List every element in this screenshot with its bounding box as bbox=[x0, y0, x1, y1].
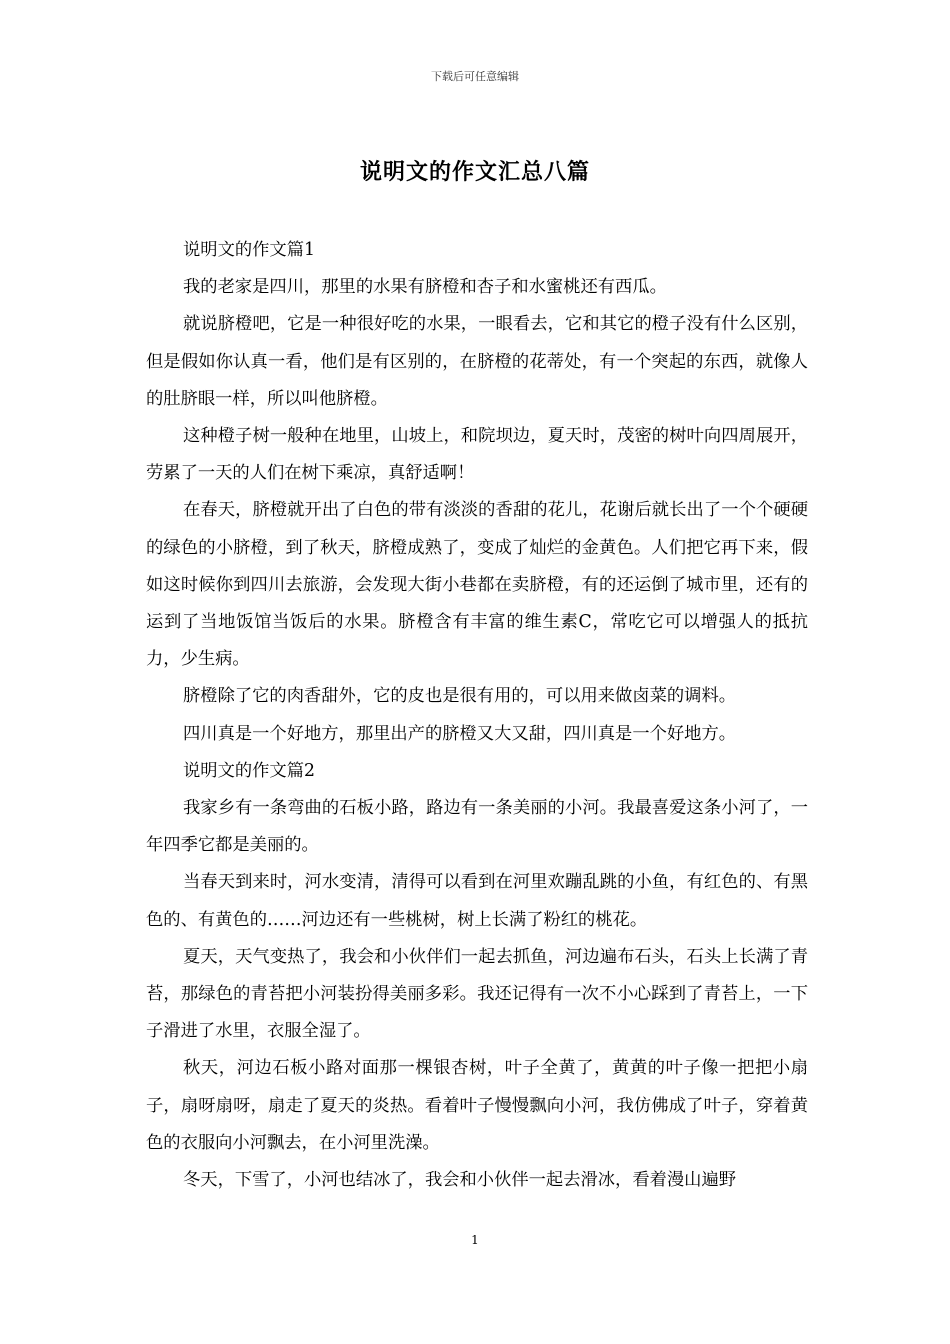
essay-heading-2: 说明文的作文篇2 bbox=[183, 760, 315, 781]
paragraph: 脐橙除了它的肉香甜外，它的皮也是很有用的，可以用来做卤菜的调料。 bbox=[183, 686, 737, 707]
paragraph: 这种橙子树一般种在地里，山坡上，和院坝边，夏天时，茂密的树叶向四周展开，劳累了一天的人们在树下乘凉，真舒适啊！ bbox=[146, 426, 808, 484]
paragraph: 秋天，河边石板小路对面那一棵银杏树，叶子全黄了，黄黄的叶子像一把把小扇子，扇呀扇呀，扇走了夏天的炎热。看着叶子慢慢飘向小河，我仿佛成了叶子，穿着黄色的衣服向小河飘去，在小河里洗澡。 bbox=[146, 1058, 808, 1153]
paragraph: 当春天到来时，河水变清，清得可以看到在河里欢蹦乱跳的小鱼，有红色的、有黑色的、有黄色的……河边还有一些桃树，树上长满了粉红的桃花。 bbox=[146, 872, 808, 930]
paragraph: 我的老家是四川，那里的水果有脐橙和杏子和水蜜桃还有西瓜。 bbox=[183, 277, 667, 298]
paragraph: 四川真是一个好地方，那里出产的脐橙又大又甜，四川真是一个好地方。 bbox=[183, 723, 737, 744]
paragraph: 在春天，脐橙就开出了白色的带有淡淡的香甜的花儿，花谢后就长出了一个个硬硬的绿色的小脐橙，到了秋天，脐橙成熟了，变成了灿烂的金黄色。人们把它再下来，假如这时候你到四川去旅游，会发现大街小巷都在卖脐橙，有的还运倒了城市里，还有的运到了当地饭馆当饭后的水果。脐橙含有丰富的维生素C，常吃它可以增强人的抵抗力，少生病。 bbox=[146, 500, 808, 670]
paragraph: 就说脐橙吧，它是一种很好吃的水果，一眼看去，它和其它的橙子没有什么区别，但是假如你认真一看，他们是有区别的，在脐橙的花蒂处，有一个突起的东西，就像人的肚脐眼一样，所以叫他脐橙。 bbox=[146, 314, 808, 409]
document-body bbox=[146, 232, 808, 1199]
page-number: 1 bbox=[471, 1233, 479, 1247]
page-header: 下载后可任意编辑 bbox=[431, 70, 519, 83]
paragraph: 夏天，天气变热了，我会和小伙伴们一起去抓鱼，河边遍布石头，石头上长满了青苔，那绿色的青苔把小河装扮得美丽多彩。我还记得有一次不小心踩到了青苔上，一下子滑进了水里，衣服全湿了。 bbox=[146, 946, 808, 1042]
essay-heading-1: 说明文的作文篇1 bbox=[183, 240, 315, 260]
document-title: 说明文的作文汇总八篇 bbox=[359, 159, 590, 185]
paragraph: 冬天，下雪了，小河也结冰了，我会和小伙伴一起去滑冰，看着漫山遍野 bbox=[183, 1170, 737, 1191]
paragraph: 我家乡有一条弯曲的石板小路，路边有一条美丽的小河。我最喜爱这条小河了，一年四季它都是美丽的。 bbox=[146, 798, 808, 856]
